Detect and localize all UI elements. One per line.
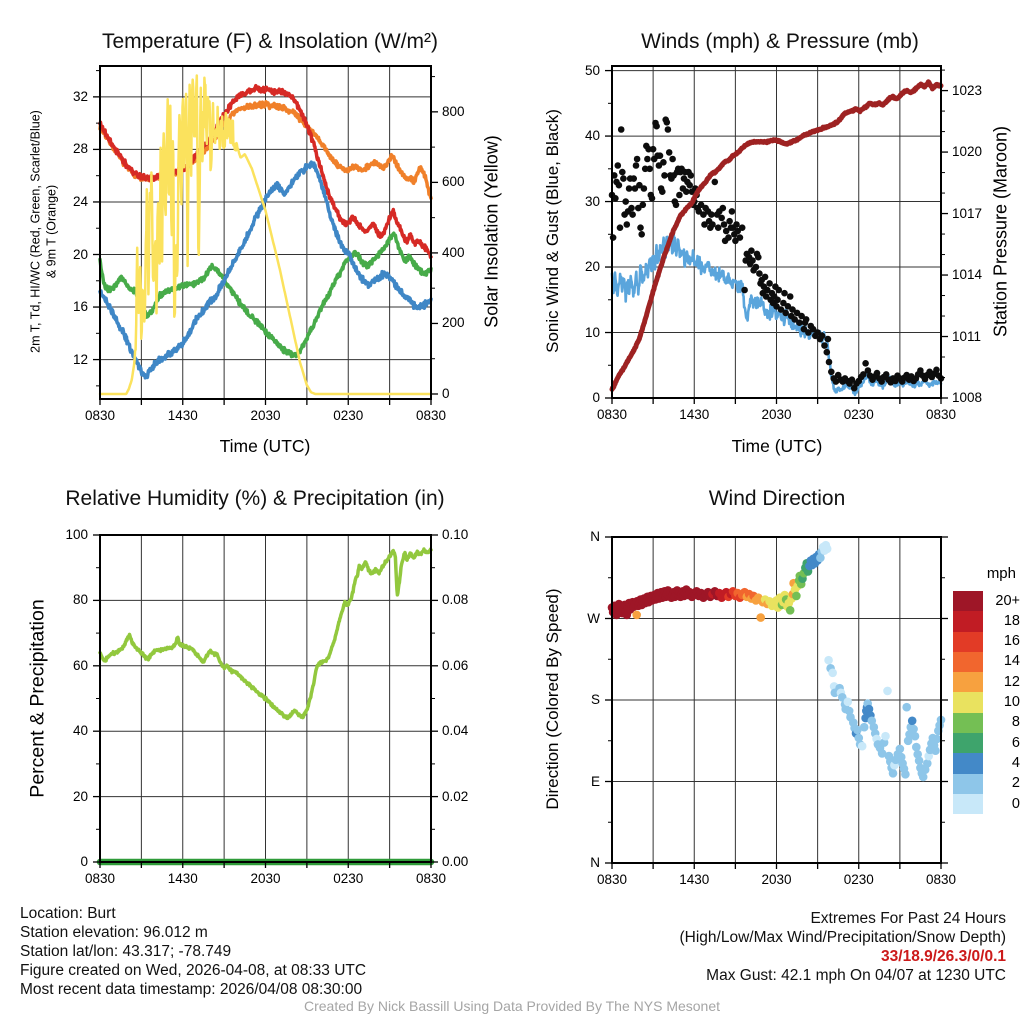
extremes-subheader: (High/Low/Max Wind/Precipitation/Snow Depth) [679,929,1006,946]
extremes-values: 33/18.9/26.3/0/0.1 [881,948,1006,965]
tick-label: 20 [72,246,88,262]
humidity-precip-plot [90,525,441,872]
speed-colorbar [953,591,983,814]
tick-label: 0830 [84,408,116,423]
direction-left-axis-label: Direction (Colored By Speed) [543,588,562,810]
temp-insolation-plot [90,56,441,409]
tick-label: 0830 [596,872,628,887]
humidity-left-axis-label: Percent & Precipitation [26,599,49,798]
colorbar-label: 0 [1011,795,1020,812]
colorbar-swatch [953,611,983,631]
tick-label: 1430 [679,872,710,887]
colorbar-label: 12 [1003,673,1020,690]
tick-label: 600 [442,174,465,190]
tick-label: 0230 [843,407,874,422]
tick-label: 1014 [952,267,983,283]
temp-chart-title: Temperature (F) & Insolation (W/m²) [101,30,439,53]
tick-label: 100 [65,527,88,542]
tick-label: 10 [584,324,600,340]
tick-label: 0230 [333,871,364,886]
colorbar-label: 4 [1011,754,1020,771]
tick-label: 0.02 [442,788,469,804]
colorbar-label: 18 [1003,612,1020,629]
tick-label: 1430 [167,871,198,886]
tick-label: 30 [584,193,600,209]
colorbar-label: 8 [1011,714,1020,731]
tick-label: 1023 [952,82,983,98]
tick-label: 2030 [250,871,281,886]
colorbar-label: 10 [1003,694,1020,710]
footer-latlon: Station lat/lon: 43.317; -78.749 [20,943,232,960]
colorbar-title: mph [986,565,1016,582]
tick-label: 800 [442,103,465,119]
colorbar-swatch [953,692,983,712]
tick-label: 1020 [952,144,983,160]
footer-timestamp: Most recent data timestamp: 2026/04/08 08:30:00 [20,981,363,998]
tick-label: 20 [584,259,600,275]
tick-label: 0 [442,385,450,401]
tick-label: 40 [584,128,600,144]
tick-label: 0.08 [442,592,469,608]
tick-label: 1011 [952,328,982,344]
tick-label: 1008 [952,390,983,405]
tick-label: 0830 [415,408,447,423]
tick-label: 0830 [925,407,957,422]
colorbar-label: 20+ [995,592,1020,609]
tick-label: 2030 [761,872,792,887]
tick-label: 60 [72,657,88,673]
colorbar-swatch [953,591,983,611]
pressure-right-axis-label: Station Pressure (Maroon) [990,125,1011,338]
footer-elevation: Station elevation: 96.012 m [20,924,208,941]
temp-left-axis-label: 2m T, Td, HI/WC (Red, Green, Scarlet/Blue) & 9m T (Orange) [28,110,58,353]
humidity-chart-title: Relative Humidity (%) & Precipitation (in) [65,487,445,510]
tick-label: 0230 [333,408,364,423]
winds-pressure-plot [602,56,951,408]
tick-label: 20 [72,788,88,804]
temp-time-axis-label: Time (UTC) [219,436,311,456]
wind-direction-chart-title: Wind Direction [708,487,846,510]
extremes-header: Extremes For Past 24 Hours [810,910,1006,927]
winds-time-axis-label: Time (UTC) [731,436,823,456]
credit-line: Created By Nick Bassill Using Data Provided By The NYS Mesonet [303,998,721,1014]
tick-label: 2030 [761,407,792,422]
tick-label: 12 [72,351,88,367]
tick-label: 0 [592,390,600,405]
wind-left-axis-label: Sonic Wind & Gust (Blue, Black) [543,109,562,353]
tick-label: 0230 [843,872,874,887]
tick-label: 80 [72,592,88,608]
colorbar-label: 6 [1011,734,1020,751]
tick-label: 1017 [952,205,983,221]
tick-label: 0830 [925,872,957,887]
footer-location: Location: Burt [20,905,116,922]
tick-label: 50 [584,62,600,78]
tick-label: 400 [442,244,465,260]
tick-label: S [590,692,600,707]
tick-label: 0.06 [442,657,469,673]
tick-label: W [587,610,600,626]
colorbar-swatch [953,632,983,652]
colorbar-label: 16 [1003,633,1020,650]
colorbar-label: 2 [1011,775,1020,792]
colorbar-swatch [953,672,983,692]
tick-label: 40 [72,723,88,739]
colorbar-swatch [953,733,983,753]
tick-label: 32 [72,88,88,104]
footer-created: Figure created on Wed, 2026-04-08, at 08:33 UTC [20,962,367,979]
max-gust-line: Max Gust: 42.1 mph On 04/07 at 1230 UTC [706,967,1006,984]
tick-label: 0.10 [442,527,469,542]
tick-label: 0.00 [442,854,469,869]
colorbar-swatch [953,794,983,814]
tick-label: 24 [72,193,88,209]
wind-direction-plot [602,527,951,873]
winds-chart-title: Winds (mph) & Pressure (mb) [641,30,919,53]
colorbar-swatch [953,753,983,773]
tick-label: N [590,529,600,544]
tick-label: 2030 [250,408,281,423]
tick-label: 0 [80,854,88,869]
tick-label: 16 [72,299,88,315]
tick-label: 28 [72,141,88,157]
tick-label: 1430 [679,407,710,422]
colorbar-swatch [953,652,983,672]
colorbar-swatch [953,713,983,733]
tick-label: 1430 [167,408,198,423]
tick-label: 200 [442,315,465,331]
colorbar-swatch [953,774,983,794]
tick-label: 0830 [415,871,447,886]
tick-label: 0830 [596,407,628,422]
colorbar-label: 14 [1003,653,1020,670]
insolation-right-axis-label: Solar Insolation (Yellow) [481,135,502,328]
tick-label: E [590,773,600,789]
tick-label: 0.04 [442,723,469,739]
tick-label: 0830 [84,871,116,886]
tick-label: N [590,855,600,870]
